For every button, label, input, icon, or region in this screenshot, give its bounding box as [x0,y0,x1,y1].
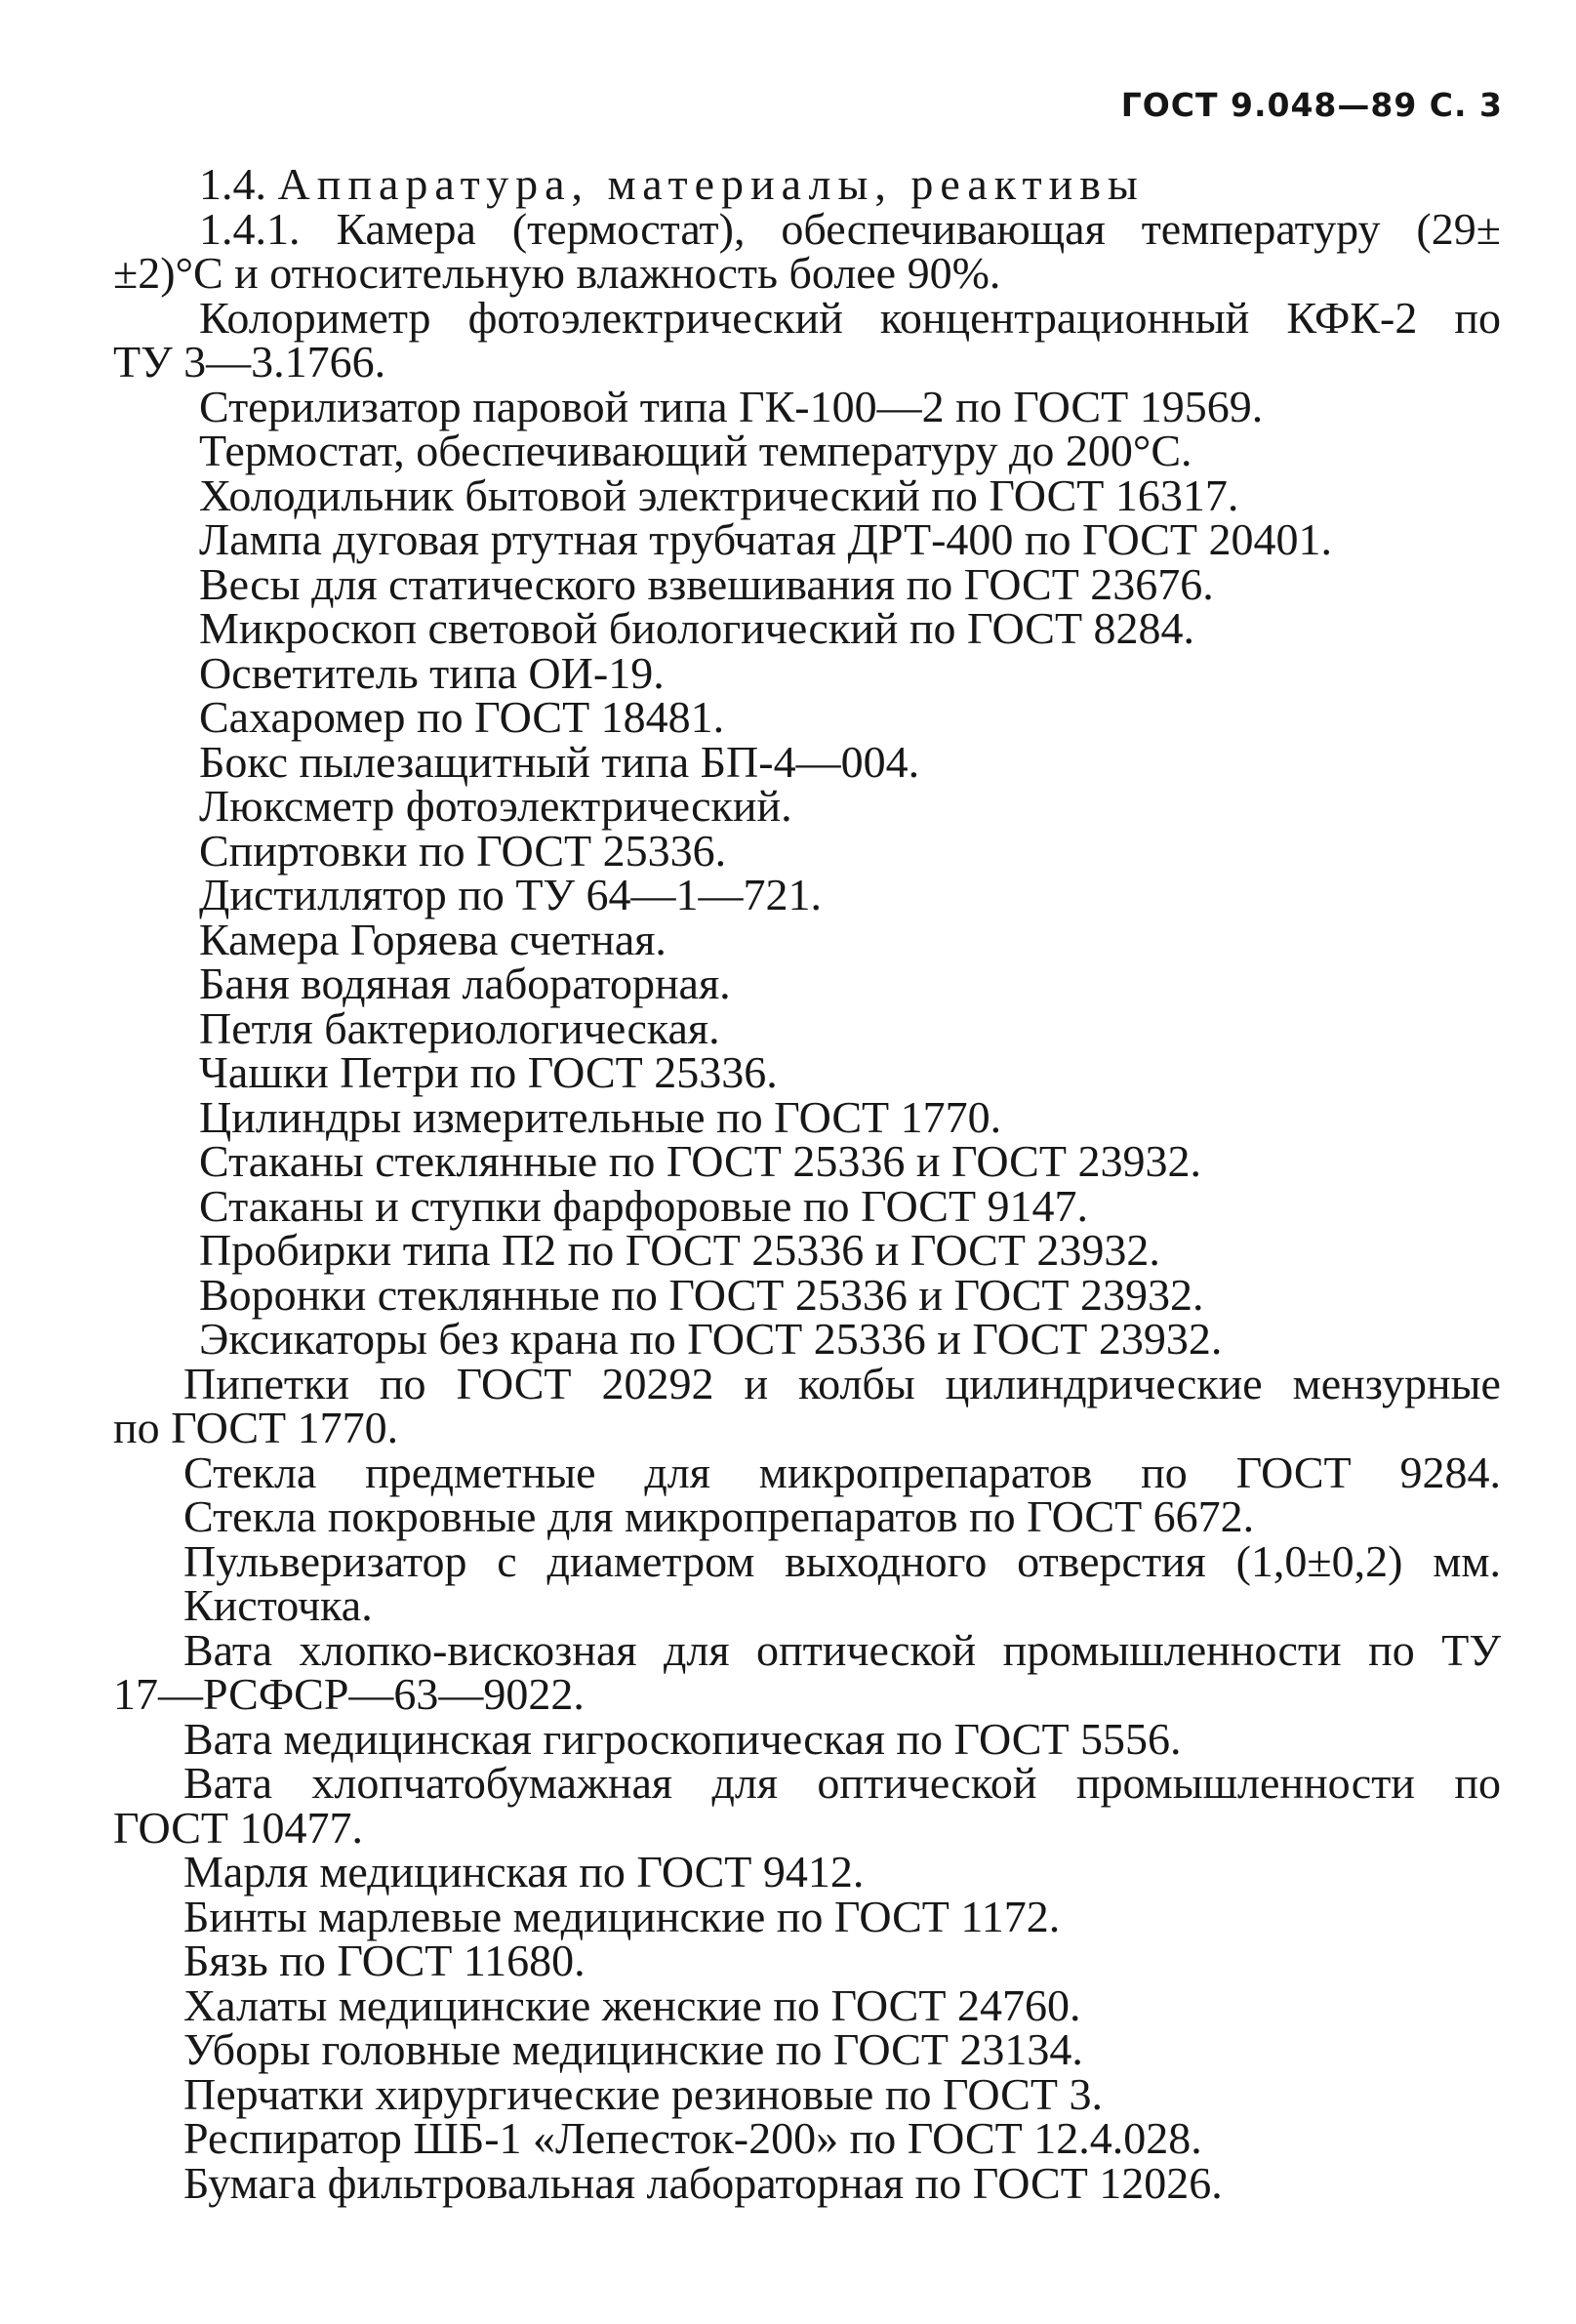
document-line: Весы для статического взвешивания по ГОСТ 23676. [199,558,1214,609]
line-word: Вата [183,1624,272,1675]
document-line [113,1535,1501,1586]
line-word: ТУ [1441,1624,1501,1675]
page-header: ГОСТ 9.048—89 С. 3 [1120,86,1503,124]
document-line: Уборы головные медицинские по ГОСТ 23134. [183,2024,1083,2074]
document-line: Петля бактериологическая. [199,1002,720,1053]
document-line: Пробирки типа П2 по ГОСТ 25336 и ГОСТ 23932. [199,1225,1160,1275]
line-word: колбы [798,1358,915,1408]
line-word: диаметром [546,1535,755,1586]
line-word: фотоэлектрический [467,292,843,343]
line-word: и [744,1358,769,1408]
section-title: Аппаратура, материалы, реактивы [277,159,1145,209]
document-line: Камера Горяева счетная. [199,914,667,964]
line-word: хлопко-вискозная [299,1624,637,1675]
document-line: Цилиндры измерительные по ГОСТ 1770. [199,1091,1002,1142]
line-word: 20292 [601,1358,714,1408]
document-line: Стаканы и ступки фарфоровые по ГОСТ 9147. [199,1180,1089,1231]
document-line: Чашки Петри по ГОСТ 25336. [199,1047,778,1097]
document-line: Холодильник бытовой электрический по ГОСТ 16317. [199,469,1239,520]
document-line: Микроскоп световой биологический по ГОСТ 8284. [199,603,1195,653]
document-line: Бинты марлевые медицинские по ГОСТ 1172. [183,1891,1061,1941]
document-line: ГОСТ 10477. [113,1802,364,1853]
document-line [113,1358,1501,1408]
document-line: Бумага фильтровальная лабораторная по ГОСТ 12026. [183,2157,1223,2208]
document-line: ТУ 3—3.1766. [113,337,386,387]
line-word: 9284. [1399,1447,1501,1497]
document-line: Респиратор ШБ-1 «Лепесток-200» по ГОСТ 12.4.028. [183,2113,1202,2163]
document-body [113,159,1501,2208]
document-line: Бокс пылезащитный типа БП-4—004. [199,736,920,787]
document-line: Марля медицинская по ГОСТ 9412. [183,1847,865,1896]
line-word: по [379,1358,426,1408]
document-line: Кисточка. [183,1580,373,1630]
document-line: Сахаромер по ГОСТ 18481. [199,692,725,742]
line-word: по [1368,1624,1415,1675]
equipment-list [113,203,1501,2208]
line-word: КФК-2 [1286,292,1418,343]
document-line: Осветитель типа ОИ-19. [199,647,665,698]
line-word: концентрационный [879,292,1250,343]
line-word: Вата [183,1758,272,1808]
line-word: (1,0±0,2) [1235,1535,1403,1586]
line-word: для [711,1758,778,1808]
line-word: предметные [365,1447,596,1497]
document-line: Перчатки хирургические резиновые по ГОСТ 3. [183,2068,1103,2119]
document-line: Стаканы стеклянные по ГОСТ 25336 и ГОСТ 23932. [199,1136,1201,1186]
document-line: Спиртовки по ГОСТ 25336. [199,825,727,876]
document-line: Термостат, обеспечивающий температуру до 200°С. [199,426,1192,475]
line-word: по [1454,1758,1501,1808]
line-word: промышленности [1075,1758,1415,1808]
line-word: Пипетки [183,1358,349,1408]
document-line: Баня водяная лабораторная. [199,958,731,1008]
line-word: микропрепаратов [758,1447,1093,1497]
line-word: оптической [756,1624,977,1675]
document-line [113,1624,1501,1675]
line-word: по [1141,1447,1188,1497]
line-word: ГОСТ [456,1358,572,1408]
line-word: по [1454,292,1501,343]
line-word: для [644,1447,710,1497]
line-word: выходного [785,1535,988,1586]
line-word: температуру [1141,203,1381,254]
section-number: 1.4. [199,159,266,209]
line-word: мм. [1433,1535,1501,1586]
document-line: Халаты медицинские женские по ГОСТ 24760. [183,1979,1081,2030]
line-word: Колориметр [199,292,431,343]
document-line: Лампа дуговая ртутная трубчатая ДРТ-400 по ГОСТ 20401. [199,514,1333,564]
document-line: ±2)°С и относительную влажность более 90%. [113,248,1001,298]
line-word: хлопчатобумажная [311,1758,673,1808]
document-line: Эксикаторы без крана по ГОСТ 25336 и ГОСТ 23932. [199,1314,1223,1364]
document-line: Стекла покровные для микропрепаратов по ГОСТ 6672. [183,1491,1255,1541]
document-line: Вата медицинская гигроскопическая по ГОСТ 5556. [183,1713,1182,1764]
section-heading [113,159,1501,209]
line-word: с [497,1535,517,1586]
line-word: мензурные [1292,1358,1501,1408]
document-line [113,1447,1501,1497]
line-word: обеспечивающая [781,203,1106,254]
document-line: Бязь по ГОСТ 11680. [183,1936,586,1985]
line-word: (29± [1416,203,1501,254]
line-word: Пульверизатор [183,1535,467,1586]
line-word: Стекла [183,1447,317,1497]
line-word: отверстия [1017,1535,1206,1586]
document-line: Люксметр фотоэлектрический. [199,781,792,831]
document-line [113,1758,1501,1808]
document-line: Стерилизатор паровой типа ГК-100—2 по ГОСТ 19569. [199,381,1264,431]
document-line: Дистиллятор по ТУ 64—1—721. [199,870,822,919]
line-word: для [664,1624,730,1675]
line-word: оптической [817,1758,1037,1808]
document-line: 17—РСФСР—63—9022. [113,1669,585,1719]
line-word: Камера [336,203,476,254]
line-word: ГОСТ [1235,1447,1352,1497]
document-line [113,292,1501,343]
document-line: Воронки стеклянные по ГОСТ 25336 и ГОСТ 23932. [199,1269,1204,1320]
document-line [113,203,1501,254]
line-word: (термостат), [511,203,746,254]
line-word: цилиндрические [945,1358,1263,1408]
line-word: 1.4.1. [199,203,301,254]
line-word: промышленности [1002,1624,1342,1675]
document-line: по ГОСТ 1770. [113,1403,399,1452]
